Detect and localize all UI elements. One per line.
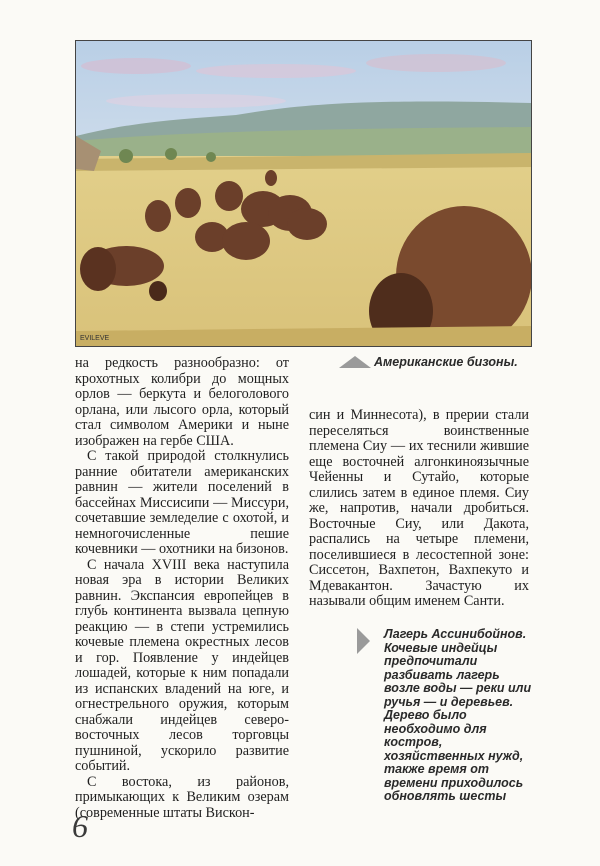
paragraph: С начала XVIII века наступила новая эра в истории Великих равнин. Экспансия европейцев в глубь континента вызвала цепную реакцию — в степи устремились кочевые племена окрестных лесов и гор. Появление у индейцев лошадей, которые к ним попадали из испанских владений на юге, и огнестрельного оружия, которым снабжали индейцев северо-восточных лесов торговцы пушниной, ускорило развитие событий. xyxy=(75,556,289,774)
caption-bisons: Американские бизоны. xyxy=(374,355,518,369)
right-text-column xyxy=(309,408,529,610)
paragraph: С востока, из районов, примыкающих к Великим озерам (современные штаты Вискон- xyxy=(75,773,289,821)
bison-illustration xyxy=(75,40,532,347)
paragraph: С такой природой столкнулись ранние обитатели американских равнин — жители поселений в бассейнах Миссисипи — Миссури, сочетавшие земледелие с охотой, и немногочисленные пешие кочевники — охотники на бизонов. xyxy=(75,448,289,557)
caption-camp: Лагерь Ассинибойнов. Кочевые индейцы предпочитали разбивать лагерь возле воды — реки или ручья — и деревьев. Дерево было необходимо для костров, хозяйственных нужд, также время от времени приходилось обновлять шесты xyxy=(384,627,532,803)
left-text-column xyxy=(75,356,289,821)
paragraph: на редкость разнообразно: от крохотных колибри до мощных орлов — беркута и белоголового орлана, или лысого орла, который стал символом Америки и ныне изображен на гербе США. xyxy=(75,355,289,449)
bison-herd-illustration xyxy=(76,41,531,346)
page-number: 6 xyxy=(72,808,88,844)
caption-pointer-side-icon xyxy=(357,628,370,654)
caption-pointer-up-icon xyxy=(339,356,371,368)
signature: EVILEVE xyxy=(80,335,110,342)
paragraph: син и Миннесота), в прерии стали переселяться воинственные племена Сиу — их теснили жившие еще восточней алгонкиноязычные Чейенны и Сутайо, которые слились затем в единое племя. Сиу же, напротив, начали дробиться. Восточные Сиу, или Дакота, распались на четыре племени, поселившиеся в лесостепной зоне: Сиссетон, Вахпетон, Вахпекуто и Мдевакантон. Зачастую их называли общим именем Санти. xyxy=(309,407,529,609)
